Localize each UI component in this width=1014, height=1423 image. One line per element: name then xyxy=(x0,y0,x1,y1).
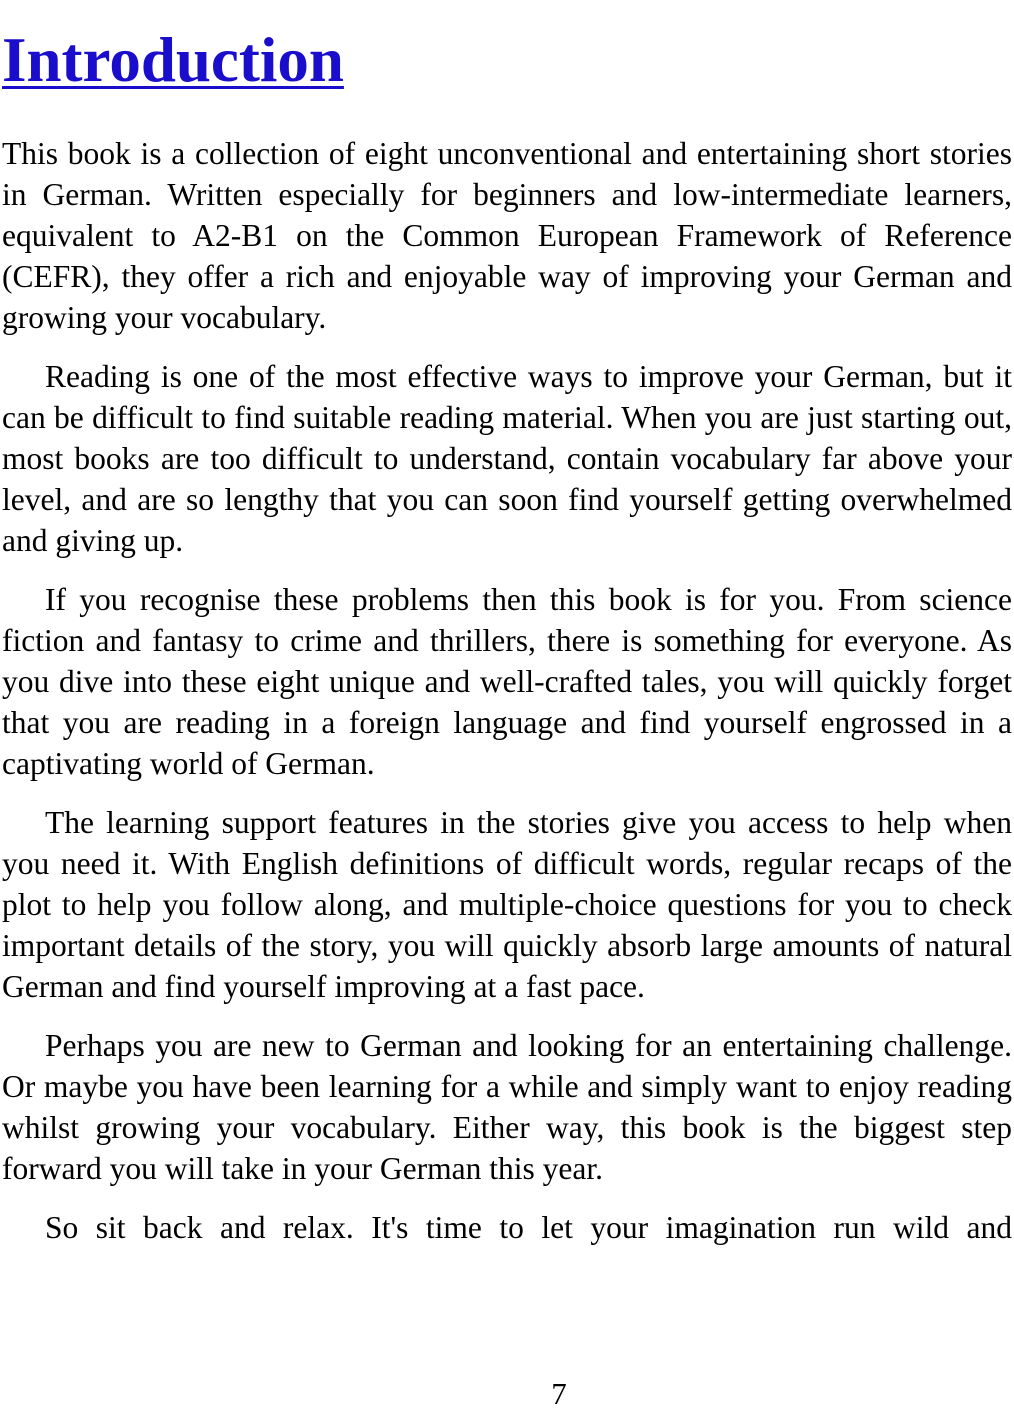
paragraph-5: Perhaps you are new to German and looking for an entertaining challenge. Or maybe you have been learning for a while and simply want to enjoy reading whilst growing your vocabulary. Either way, this book is the biggest step forward you will take in your German this year. xyxy=(2,1028,1012,1186)
paragraph-3: If you recognise these problems then this book is for you. From science fiction and fantasy to crime and thrillers, there is something for everyone. As you dive into these eight unique and well-crafted tales, you will quickly forget that you are reading in a foreign language and find yourself engrossed in a captivating world of German. xyxy=(2,582,1012,781)
chapter-heading-link[interactable]: Introduction xyxy=(2,25,344,95)
paragraph-6: So sit back and relax. It's time to let your imagination run wild and xyxy=(45,1210,1012,1245)
page-number: 7 xyxy=(551,1376,567,1411)
paragraph-2: Reading is one of the most effective ways to improve your German, but it can be difficult to find suitable reading material. When you are just starting out, most books are too difficult to understand, contain vocabulary far above your level, and are so lengthy that you can soon find yourself getting overwhelmed and giving up. xyxy=(2,359,1012,558)
paragraph-1: This book is a collection of eight unconventional and entertaining short stories in German. Written especially for beginners and low-intermediate learners, equivalent to A2-B1 on the Common European Framework of Reference (CEFR), they offer a rich and enjoyable way of improving your German and growing your vocabulary. xyxy=(2,136,1012,335)
body-text xyxy=(2,133,1012,1266)
paragraph-4: The learning support features in the stories give you access to help when you need it. With English definitions of difficult words, regular recaps of the plot to help you follow along, and multiple-choice questions for you to check important details of the story, you will quickly absorb large amounts of natural German and find yourself improving at a fast pace. xyxy=(2,805,1012,1004)
